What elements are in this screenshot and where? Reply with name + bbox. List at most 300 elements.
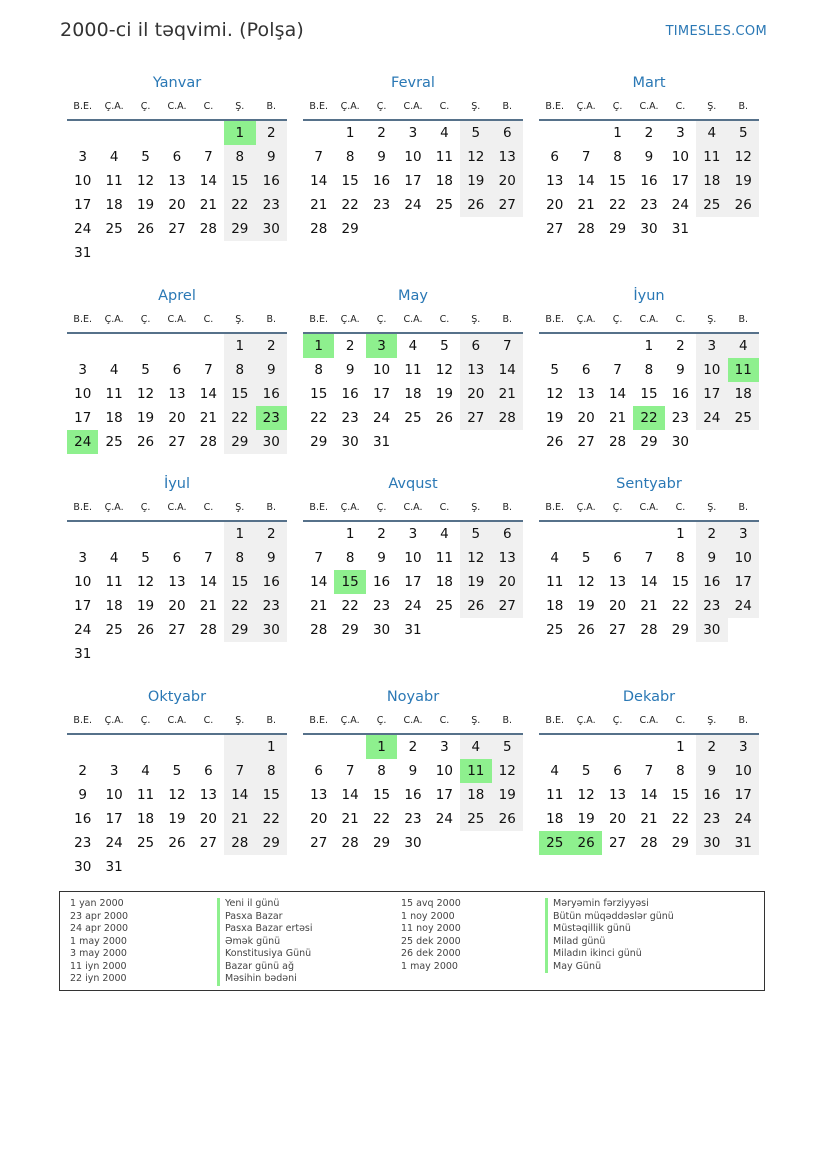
day-cell: 27 bbox=[310, 835, 328, 851]
empty-cell bbox=[539, 121, 570, 145]
empty-cell bbox=[161, 121, 192, 145]
empty-cell bbox=[334, 735, 365, 759]
day-cell: 15 bbox=[671, 787, 689, 803]
day-cell: 10 bbox=[74, 173, 92, 189]
empty-cell bbox=[696, 430, 727, 454]
weekday-label: C. bbox=[203, 502, 214, 513]
day-cell: 10 bbox=[372, 362, 391, 378]
day-cell: 23 bbox=[404, 811, 422, 827]
day-cell: 14 bbox=[310, 574, 328, 590]
weekday-label: B. bbox=[738, 715, 749, 726]
day-cell: 19 bbox=[435, 386, 453, 402]
day-cell: 25 bbox=[696, 193, 727, 217]
weekday-label: B. bbox=[502, 314, 513, 325]
weekday-label: Ç.A. bbox=[340, 502, 360, 513]
day-cell: 19 bbox=[728, 169, 759, 193]
day-cell: 6 bbox=[172, 550, 182, 566]
legend-holiday-name: Əmək günü bbox=[217, 936, 313, 949]
day-grid bbox=[67, 121, 287, 265]
day-cell: 6 bbox=[492, 121, 523, 145]
day-cell: 28 bbox=[310, 622, 328, 638]
day-cell: 18 bbox=[728, 382, 759, 406]
day-cell: 22 bbox=[310, 410, 328, 426]
weekday-label: Ş. bbox=[707, 502, 717, 513]
day-cell: 24 bbox=[74, 221, 92, 237]
weekday-label: Ç.A. bbox=[340, 314, 360, 325]
day-cell: 20 bbox=[168, 598, 186, 614]
empty-cell bbox=[570, 522, 601, 546]
month-name: Oktyabr bbox=[147, 689, 207, 705]
weekday-label: B. bbox=[266, 314, 277, 325]
day-cell: 7 bbox=[224, 759, 255, 783]
day-cell: 11 bbox=[105, 386, 123, 402]
weekday-label: C.A. bbox=[167, 715, 187, 726]
weekday-label: C. bbox=[203, 101, 214, 112]
day-cell: 27 bbox=[168, 622, 186, 638]
weekday-label: B. bbox=[738, 502, 749, 513]
day-cell: 14 bbox=[608, 386, 627, 402]
day-cell: 2 bbox=[676, 338, 685, 354]
day-cell: 8 bbox=[256, 759, 287, 783]
weekday-label: Ç.A. bbox=[576, 101, 596, 112]
empty-cell bbox=[429, 831, 460, 855]
weekday-label: Ç.A. bbox=[104, 101, 124, 112]
day-cell: 10 bbox=[404, 550, 422, 566]
month-name: Noyabr bbox=[386, 689, 440, 705]
day-cell: 14 bbox=[199, 574, 217, 590]
weekday-label: Ç. bbox=[612, 502, 623, 513]
weekday-header bbox=[303, 96, 523, 121]
empty-cell bbox=[429, 430, 460, 454]
legend-date: 1 yan 2000 bbox=[70, 898, 124, 909]
legend-holiday-name: Milad günü bbox=[545, 936, 674, 949]
day-cell: 24 bbox=[74, 622, 92, 638]
day-cell: 12 bbox=[577, 574, 595, 590]
day-cell: 24 bbox=[671, 197, 689, 213]
day-cell: 10 bbox=[728, 759, 759, 783]
day-cell: 11 bbox=[696, 145, 727, 169]
day-cell: 19 bbox=[546, 410, 564, 426]
empty-cell bbox=[539, 334, 570, 358]
empty-cell bbox=[193, 642, 224, 666]
day-grid bbox=[539, 522, 759, 642]
month-10 bbox=[67, 684, 287, 879]
day-cell: 8 bbox=[314, 362, 323, 378]
day-cell: 9 bbox=[696, 546, 727, 570]
empty-cell bbox=[633, 522, 664, 546]
day-cell: 9 bbox=[256, 358, 287, 382]
day-cell: 16 bbox=[640, 173, 658, 189]
day-cell: 7 bbox=[345, 763, 355, 779]
weekday-label: C. bbox=[675, 502, 686, 513]
day-cell: 28 bbox=[640, 835, 658, 851]
day-cell: 6 bbox=[314, 763, 323, 779]
day-cell: 12 bbox=[168, 787, 186, 803]
day-cell: 2 bbox=[696, 735, 727, 759]
day-cell: 8 bbox=[644, 362, 654, 378]
day-cell: 2 bbox=[256, 121, 287, 145]
day-cell: 25 bbox=[404, 410, 422, 426]
empty-cell bbox=[67, 735, 98, 759]
day-grid bbox=[67, 735, 287, 879]
day-cell: 5 bbox=[550, 362, 559, 378]
day-cell: 19 bbox=[136, 410, 155, 426]
day-cell: 13 bbox=[608, 574, 627, 590]
weekday-label: C.A. bbox=[639, 715, 659, 726]
brand-link[interactable]: TIMESLES.COM bbox=[665, 24, 767, 39]
weekday-label: Ş. bbox=[471, 101, 481, 112]
day-cell: 22 bbox=[372, 811, 391, 827]
day-cell: 31 bbox=[728, 831, 759, 855]
day-cell: 3 bbox=[728, 735, 759, 759]
day-cell: 9 bbox=[676, 362, 685, 378]
day-cell: 25 bbox=[435, 598, 453, 614]
day-cell: 31 bbox=[74, 646, 92, 662]
empty-cell bbox=[98, 241, 129, 265]
month-6 bbox=[539, 283, 759, 454]
day-cell: 14 bbox=[577, 173, 595, 189]
empty-cell bbox=[256, 642, 287, 666]
day-cell: 26 bbox=[546, 434, 564, 450]
day-cell: 21 bbox=[199, 197, 217, 213]
day-cell: 20 bbox=[310, 811, 328, 827]
day-cell: 30 bbox=[404, 835, 422, 851]
day-cell: 18 bbox=[105, 598, 123, 614]
day-cell: 23 bbox=[696, 807, 727, 831]
day-cell: 13 bbox=[168, 574, 186, 590]
month-12 bbox=[539, 684, 759, 855]
day-cell: 14 bbox=[310, 173, 328, 189]
weekday-label: B. bbox=[738, 314, 749, 325]
day-cell: 9 bbox=[256, 145, 287, 169]
day-cell: 28 bbox=[310, 221, 328, 237]
day-cell: 16 bbox=[256, 570, 287, 594]
day-cell: 12 bbox=[577, 787, 595, 803]
day-cell: 30 bbox=[256, 618, 287, 642]
day-cell: 26 bbox=[577, 622, 595, 638]
day-cell: 27 bbox=[199, 835, 217, 851]
day-cell: 16 bbox=[256, 169, 287, 193]
weekday-label: Ç.A. bbox=[576, 715, 596, 726]
day-cell: 11 bbox=[105, 574, 123, 590]
legend-date: 1 may 2000 bbox=[401, 960, 458, 972]
empty-cell bbox=[602, 522, 633, 546]
legend-left-names bbox=[217, 898, 313, 986]
weekday-header bbox=[539, 309, 759, 334]
day-cell: 16 bbox=[696, 570, 727, 594]
weekday-label: C.A. bbox=[167, 101, 187, 112]
day-cell: 29 bbox=[640, 434, 658, 450]
day-cell: 9 bbox=[644, 149, 654, 165]
legend-holiday-name: Bütün müqəddəslər günü bbox=[545, 911, 674, 924]
month-name: Fevral bbox=[391, 75, 435, 91]
empty-cell bbox=[602, 334, 633, 358]
empty-cell bbox=[539, 735, 570, 759]
day-cell: 21 bbox=[199, 598, 217, 614]
day-cell: 3 bbox=[728, 522, 759, 546]
day-cell: 26 bbox=[570, 831, 601, 855]
empty-cell bbox=[460, 430, 491, 454]
day-grid bbox=[539, 121, 759, 241]
weekday-label: B. bbox=[266, 715, 277, 726]
day-cell: 9 bbox=[408, 763, 418, 779]
day-cell: 17 bbox=[105, 811, 123, 827]
day-cell: 29 bbox=[671, 835, 689, 851]
weekday-label: Ş. bbox=[235, 101, 245, 112]
day-cell: 1 bbox=[345, 125, 355, 141]
empty-cell bbox=[460, 217, 491, 241]
weekday-label: B.E. bbox=[545, 502, 564, 513]
weekday-label: B.E. bbox=[545, 715, 564, 726]
weekday-label: Ş. bbox=[471, 314, 481, 325]
day-cell: 28 bbox=[199, 221, 217, 237]
day-cell: 1 bbox=[303, 334, 334, 358]
day-grid bbox=[303, 334, 523, 454]
weekday-label: C. bbox=[439, 502, 450, 513]
day-cell: 4 bbox=[728, 334, 759, 358]
day-cell: 13 bbox=[168, 386, 186, 402]
day-cell: 25 bbox=[460, 807, 491, 831]
empty-cell bbox=[397, 217, 428, 241]
empty-cell bbox=[633, 735, 664, 759]
day-cell: 16 bbox=[372, 173, 391, 189]
legend-date: 25 dek 2000 bbox=[401, 935, 461, 947]
day-cell: 3 bbox=[408, 526, 418, 542]
day-cell: 17 bbox=[74, 598, 92, 614]
day-cell: 1 bbox=[613, 125, 622, 141]
day-cell: 22 bbox=[633, 406, 664, 430]
weekday-label: C. bbox=[675, 314, 686, 325]
empty-cell bbox=[130, 121, 161, 145]
weekday-label: Ş. bbox=[707, 715, 717, 726]
month-9 bbox=[539, 471, 759, 642]
day-cell: 2 bbox=[377, 526, 386, 542]
day-cell: 19 bbox=[577, 598, 595, 614]
day-cell: 14 bbox=[640, 574, 658, 590]
day-cell: 24 bbox=[728, 594, 759, 618]
day-cell: 11 bbox=[105, 173, 123, 189]
day-cell: 6 bbox=[613, 550, 622, 566]
day-cell: 22 bbox=[341, 598, 359, 614]
day-cell: 9 bbox=[377, 149, 386, 165]
day-cell: 4 bbox=[440, 526, 449, 542]
weekday-label: B.E. bbox=[73, 715, 92, 726]
empty-cell bbox=[429, 618, 460, 642]
day-cell: 28 bbox=[492, 406, 523, 430]
empty-cell bbox=[397, 430, 428, 454]
day-cell: 30 bbox=[256, 217, 287, 241]
day-cell: 16 bbox=[74, 811, 92, 827]
weekday-label: C.A. bbox=[403, 314, 423, 325]
day-cell: 4 bbox=[440, 125, 449, 141]
day-cell: 29 bbox=[341, 221, 359, 237]
day-cell: 16 bbox=[372, 574, 391, 590]
day-cell: 20 bbox=[168, 197, 186, 213]
day-cell: 30 bbox=[341, 434, 359, 450]
day-cell: 5 bbox=[728, 121, 759, 145]
day-cell: 17 bbox=[404, 173, 422, 189]
legend-holiday-name: Konstitusiya Günü bbox=[217, 948, 313, 961]
day-cell: 22 bbox=[224, 594, 255, 618]
legend-holiday-name: Məsihin bədəni bbox=[217, 973, 313, 986]
day-cell: 8 bbox=[613, 149, 622, 165]
day-cell: 3 bbox=[109, 763, 119, 779]
day-cell: 31 bbox=[404, 622, 422, 638]
day-cell: 10 bbox=[404, 149, 422, 165]
day-cell: 7 bbox=[613, 362, 622, 378]
day-cell: 23 bbox=[671, 410, 689, 426]
day-cell: 14 bbox=[199, 386, 217, 402]
day-cell: 22 bbox=[224, 193, 255, 217]
day-cell: 12 bbox=[460, 546, 491, 570]
month-name: Dekabr bbox=[622, 689, 676, 705]
day-cell: 2 bbox=[408, 739, 418, 755]
day-cell: 25 bbox=[105, 622, 123, 638]
weekday-label: B.E. bbox=[309, 502, 328, 513]
day-cell: 27 bbox=[577, 434, 595, 450]
legend-date: 22 iyn 2000 bbox=[70, 973, 127, 984]
day-cell: 20 bbox=[546, 197, 564, 213]
empty-cell bbox=[67, 334, 98, 358]
day-cell: 5 bbox=[581, 763, 591, 779]
day-cell: 12 bbox=[460, 145, 491, 169]
day-cell: 4 bbox=[141, 763, 150, 779]
day-cell: 10 bbox=[671, 149, 689, 165]
day-cell: 20 bbox=[492, 570, 523, 594]
empty-cell bbox=[98, 642, 129, 666]
day-cell: 16 bbox=[256, 382, 287, 406]
day-cell: 25 bbox=[136, 835, 155, 851]
empty-cell bbox=[303, 522, 334, 546]
day-cell: 6 bbox=[172, 362, 182, 378]
day-cell: 15 bbox=[256, 783, 287, 807]
day-cell: 29 bbox=[341, 622, 359, 638]
day-cell: 3 bbox=[78, 149, 87, 165]
day-cell: 24 bbox=[728, 807, 759, 831]
day-cell: 10 bbox=[696, 358, 727, 382]
day-cell: 28 bbox=[199, 622, 217, 638]
day-cell: 18 bbox=[404, 386, 422, 402]
day-cell: 18 bbox=[460, 783, 491, 807]
day-cell: 15 bbox=[224, 382, 255, 406]
empty-cell bbox=[98, 735, 129, 759]
empty-cell bbox=[570, 735, 601, 759]
weekday-label: Ç. bbox=[376, 101, 387, 112]
day-cell: 7 bbox=[314, 149, 323, 165]
empty-cell bbox=[460, 618, 491, 642]
month-1 bbox=[67, 70, 287, 265]
day-cell: 2 bbox=[345, 338, 355, 354]
day-cell: 12 bbox=[546, 386, 564, 402]
empty-cell bbox=[98, 522, 129, 546]
day-cell: 18 bbox=[546, 811, 564, 827]
empty-cell bbox=[161, 642, 192, 666]
day-cell: 7 bbox=[204, 149, 213, 165]
empty-cell bbox=[728, 430, 759, 454]
day-cell: 15 bbox=[310, 386, 328, 402]
day-cell: 1 bbox=[676, 739, 685, 755]
day-cell: 16 bbox=[696, 783, 727, 807]
day-cell: 23 bbox=[372, 197, 391, 213]
month-11 bbox=[303, 684, 523, 855]
day-cell: 3 bbox=[366, 334, 397, 358]
month-name: May bbox=[398, 288, 428, 304]
day-cell: 9 bbox=[345, 362, 355, 378]
day-cell: 5 bbox=[440, 338, 449, 354]
day-cell: 27 bbox=[168, 221, 186, 237]
weekday-label: C. bbox=[439, 314, 450, 325]
day-cell: 9 bbox=[696, 759, 727, 783]
weekday-label: Ç. bbox=[376, 715, 387, 726]
weekday-label: Ş. bbox=[235, 314, 245, 325]
day-cell: 9 bbox=[78, 787, 87, 803]
empty-cell bbox=[130, 334, 161, 358]
legend-date: 11 iyn 2000 bbox=[70, 960, 127, 972]
empty-cell bbox=[193, 334, 224, 358]
day-grid bbox=[539, 735, 759, 855]
day-cell: 27 bbox=[546, 221, 564, 237]
weekday-label: C. bbox=[439, 715, 450, 726]
month-name: Mart bbox=[632, 75, 666, 91]
day-cell: 15 bbox=[640, 386, 658, 402]
weekday-label: Ş. bbox=[235, 715, 245, 726]
day-cell: 25 bbox=[539, 831, 570, 855]
day-cell: 4 bbox=[109, 362, 119, 378]
legend-holiday-name: Müstəqillik günü bbox=[545, 923, 674, 936]
empty-cell bbox=[98, 121, 129, 145]
weekday-label: B.E. bbox=[545, 101, 564, 112]
day-cell: 28 bbox=[608, 434, 627, 450]
day-cell: 31 bbox=[105, 859, 123, 875]
day-cell: 21 bbox=[492, 382, 523, 406]
legend-date: 26 dek 2000 bbox=[401, 948, 461, 959]
weekday-label: C.A. bbox=[403, 101, 423, 112]
day-cell: 20 bbox=[460, 382, 491, 406]
empty-cell bbox=[570, 121, 601, 145]
empty-cell bbox=[728, 618, 759, 642]
day-cell: 17 bbox=[404, 574, 422, 590]
weekday-label: C. bbox=[439, 101, 450, 112]
day-cell: 9 bbox=[256, 546, 287, 570]
page-title: 2000-ci il təqvimi. (Polşa) bbox=[60, 19, 304, 41]
day-grid bbox=[67, 334, 287, 454]
day-cell: 3 bbox=[696, 334, 727, 358]
weekday-label: B.E. bbox=[73, 502, 92, 513]
empty-cell bbox=[161, 241, 192, 265]
day-cell: 23 bbox=[256, 193, 287, 217]
day-cell: 12 bbox=[136, 574, 155, 590]
weekday-label: B.E. bbox=[545, 314, 564, 325]
weekday-label: Ş. bbox=[471, 502, 481, 513]
weekday-label: C.A. bbox=[167, 314, 187, 325]
weekday-header bbox=[303, 710, 523, 735]
day-cell: 17 bbox=[728, 570, 759, 594]
day-cell: 24 bbox=[435, 811, 453, 827]
day-cell: 4 bbox=[109, 550, 119, 566]
weekday-label: Ş. bbox=[471, 715, 481, 726]
weekday-label: Ç.A. bbox=[104, 314, 124, 325]
day-cell: 11 bbox=[435, 149, 453, 165]
day-cell: 18 bbox=[105, 197, 123, 213]
weekday-label: B. bbox=[502, 715, 513, 726]
empty-cell bbox=[67, 522, 98, 546]
day-cell: 1 bbox=[366, 735, 397, 759]
weekday-label: Ç. bbox=[376, 502, 387, 513]
empty-cell bbox=[492, 430, 523, 454]
day-cell: 5 bbox=[581, 550, 591, 566]
day-cell: 26 bbox=[136, 622, 155, 638]
day-cell: 28 bbox=[224, 831, 255, 855]
